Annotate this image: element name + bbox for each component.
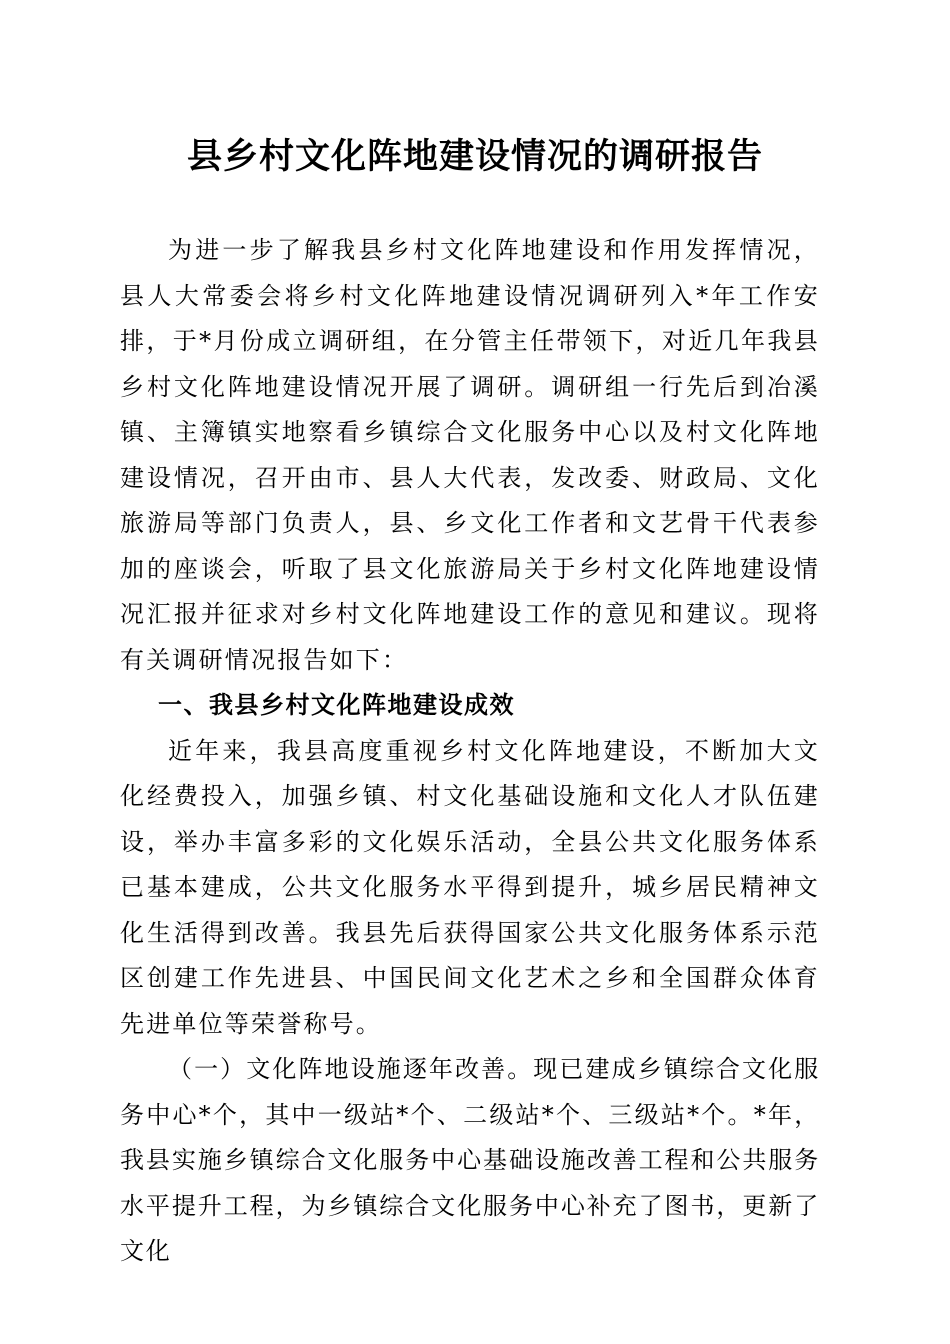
subsection-paragraph: （一）文化阵地设施逐年改善。现已建成乡镇综合文化服务中心*个，其中一级站*个、二级站*个、三级站*个。*年，我县实施乡镇综合文化服务中心基础设施改善工程和公共服务水平提升工程，为乡镇综合文化服务中心补充了图书，更新了文化 bbox=[120, 1055, 820, 1265]
document-title: 县乡村文化阵地建设情况的调研报告 bbox=[186, 136, 763, 177]
intro-paragraph: 为进一步了解我县乡村文化阵地建设和作用发挥情况，县人大常委会将乡村文化阵地建设情况调研列入*年工作安排，于*月份成立调研组，在分管主任带领下，对近几年我县乡村文化阵地建设情况开展了调研。调研组一行先后到冶溪镇、主簿镇实地察看乡镇综合文化服务中心以及村文化阵地建设情况，召开由市、县人大代表，发改委、财政局、文化旅游局等部门负责人，县、乡文化工作者和文艺骨干代表参加的座谈会，听取了县文化旅游局关于乡村文化阵地建设情况汇报并征求对乡村文化阵地建设工作的意见和建议。现将有关调研情况报告如下： bbox=[120, 236, 820, 674]
section-paragraph: 近年来，我县高度重视乡村文化阵地建设，不断加大文化经费投入，加强乡镇、村文化基础设施和文化人才队伍建设，举办丰富多彩的文化娱乐活动，全县公共文化服务体系已基本建成，公共文化服务水平得到提升，城乡居民精神文化生活得到改善。我县先后获得国家公共文化服务体系示范区创建工作先进县、中国民间文化艺术之乡和全国群众体育先进单位等荣誉称号。 bbox=[120, 736, 820, 1038]
document-body bbox=[120, 228, 820, 1275]
section-heading: 一、我县乡村文化阵地建设成效 bbox=[158, 691, 515, 719]
